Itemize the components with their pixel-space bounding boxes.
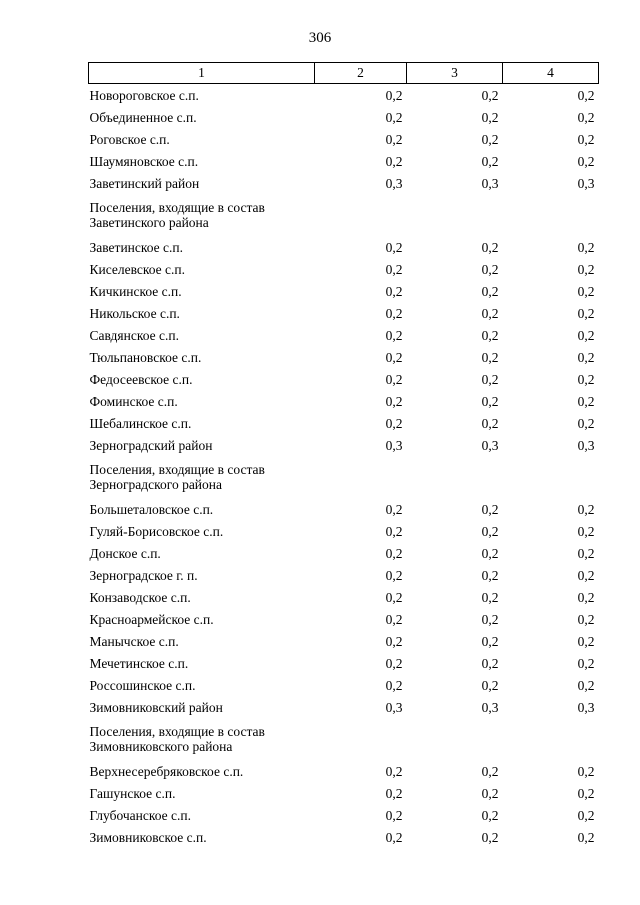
value-cell-col3: 0,2 (481, 239, 499, 255)
settlement-name-cell: Фоминское с.п. (89, 393, 178, 409)
settlement-name-cell: Никольское с.п. (89, 305, 180, 321)
settlement-name-cell: Красноармейское с.п. (89, 611, 214, 627)
table-row (89, 696, 599, 718)
value-cell-col3 (407, 194, 503, 236)
value-cell-col3: 0,2 (481, 589, 499, 605)
table-header (89, 63, 599, 84)
table-row (89, 302, 599, 324)
settlement-name-cell: Гуляй-Борисовское с.п. (89, 523, 224, 539)
value-cell-col4: 0,2 (577, 829, 595, 845)
table-row (89, 608, 599, 630)
settlement-name-cell: Верхнесеребряковское с.п. (89, 763, 244, 779)
value-cell-col2: 0,2 (385, 371, 403, 387)
value-cell-col2: 0,2 (385, 545, 403, 561)
value-cell-col2: 0,2 (385, 655, 403, 671)
settlement-name-cell: Поселения, входящие в состав Заветинского района (89, 200, 265, 230)
value-cell-col3: 0,2 (481, 763, 499, 779)
value-cell-col4 (503, 194, 599, 236)
table-row (89, 258, 599, 280)
value-cell-col2 (315, 718, 407, 760)
value-cell-col4: 0,2 (577, 567, 595, 583)
value-cell-col4: 0,2 (577, 371, 595, 387)
settlement-name-cell: Новороговское с.п. (89, 87, 199, 103)
value-cell-col3: 0,2 (481, 785, 499, 801)
settlement-name-cell: Конзаводское с.п. (89, 589, 191, 605)
table-row (89, 346, 599, 368)
value-cell-col2: 0,2 (385, 807, 403, 823)
value-cell-col4: 0,2 (577, 807, 595, 823)
value-cell-col2: 0,2 (385, 567, 403, 583)
table-row (89, 324, 599, 346)
value-cell-col2: 0,2 (385, 131, 403, 147)
value-cell-col3: 0,3 (481, 437, 499, 453)
value-cell-col2: 0,2 (385, 677, 403, 693)
value-cell-col4: 0,2 (577, 239, 595, 255)
column-header-4: 4 (503, 63, 599, 84)
settlement-name-cell: Гашунское с.п. (89, 785, 176, 801)
table-row (89, 564, 599, 586)
value-cell-col3 (407, 456, 503, 498)
value-cell-col2: 0,3 (385, 699, 403, 715)
value-cell-col3: 0,2 (481, 807, 499, 823)
value-cell-col4: 0,2 (577, 785, 595, 801)
settlement-name-cell: Объединенное с.п. (89, 109, 197, 125)
value-cell-col4: 0,2 (577, 283, 595, 299)
column-header-3: 3 (407, 63, 503, 84)
value-cell-col3: 0,2 (481, 567, 499, 583)
value-cell-col4: 0,2 (577, 545, 595, 561)
value-cell-col2: 0,2 (385, 153, 403, 169)
value-cell-col3: 0,2 (481, 633, 499, 649)
value-cell-col2: 0,2 (385, 327, 403, 343)
table-row (89, 280, 599, 302)
table-row (89, 630, 599, 652)
settlement-name-cell: Зерноградское г. п. (89, 567, 198, 583)
value-cell-col2: 0,2 (385, 785, 403, 801)
value-cell-col3: 0,2 (481, 501, 499, 517)
value-cell-col4: 0,3 (577, 175, 595, 191)
value-cell-col3: 0,2 (481, 371, 499, 387)
value-cell-col4: 0,2 (577, 415, 595, 431)
value-cell-col3: 0,2 (481, 87, 499, 103)
settlement-name-cell: Зерноградский район (89, 437, 213, 453)
value-cell-col2: 0,2 (385, 589, 403, 605)
value-cell-col4: 0,2 (577, 501, 595, 517)
settlement-name-cell: Поселения, входящие в состав Зерноградского района (89, 462, 265, 492)
table-row (89, 150, 599, 172)
table-body (89, 84, 599, 849)
value-cell-col3: 0,2 (481, 131, 499, 147)
settlement-name-cell: Шебалинское с.п. (89, 415, 192, 431)
table-row (89, 782, 599, 804)
value-cell-col4: 0,2 (577, 261, 595, 277)
table-row (89, 586, 599, 608)
value-cell-col3: 0,3 (481, 175, 499, 191)
value-cell-col2: 0,3 (385, 437, 403, 453)
table-row (89, 368, 599, 390)
value-cell-col4: 0,2 (577, 131, 595, 147)
value-cell-col2: 0,2 (385, 305, 403, 321)
value-cell-col2 (315, 456, 407, 498)
settlement-name-cell: Заветинский район (89, 175, 200, 191)
settlement-name-cell: Большеталовское с.п. (89, 501, 214, 517)
table-row (89, 390, 599, 412)
value-cell-col3: 0,2 (481, 393, 499, 409)
table-row (89, 498, 599, 520)
value-cell-col3: 0,2 (481, 153, 499, 169)
value-cell-col3: 0,2 (481, 283, 499, 299)
table-row (89, 194, 599, 236)
value-cell-col3: 0,2 (481, 415, 499, 431)
value-cell-col2: 0,2 (385, 283, 403, 299)
value-cell-col4: 0,2 (577, 655, 595, 671)
value-cell-col3: 0,2 (481, 305, 499, 321)
value-cell-col2: 0,2 (385, 763, 403, 779)
value-cell-col4: 0,3 (577, 699, 595, 715)
table-row (89, 434, 599, 456)
table-row (89, 542, 599, 564)
column-header-2: 2 (315, 63, 407, 84)
value-cell-col4: 0,2 (577, 763, 595, 779)
table-row (89, 236, 599, 258)
value-cell-col3: 0,2 (481, 349, 499, 365)
value-cell-col3: 0,3 (481, 699, 499, 715)
settlement-name-cell: Поселения, входящие в состав Зимовниковского района (89, 724, 265, 754)
value-cell-col4: 0,2 (577, 589, 595, 605)
settlement-name-cell: Заветинское с.п. (89, 239, 184, 255)
table-row (89, 652, 599, 674)
value-cell-col3: 0,2 (481, 327, 499, 343)
table-row (89, 106, 599, 128)
value-cell-col4: 0,2 (577, 153, 595, 169)
value-cell-col4: 0,2 (577, 611, 595, 627)
table-row (89, 674, 599, 696)
value-cell-col3: 0,2 (481, 829, 499, 845)
value-cell-col3: 0,2 (481, 545, 499, 561)
value-cell-col2: 0,2 (385, 501, 403, 517)
value-cell-col2: 0,2 (385, 415, 403, 431)
data-table (88, 62, 599, 848)
table-row (89, 456, 599, 498)
settlement-name-cell: Россошинское с.п. (89, 677, 196, 693)
value-cell-col3 (407, 718, 503, 760)
value-cell-col2: 0,3 (385, 175, 403, 191)
settlement-name-cell: Тюльпановское с.п. (89, 349, 202, 365)
table-row (89, 804, 599, 826)
settlement-name-cell: Зимовниковский район (89, 699, 223, 715)
table-header-row (89, 63, 599, 84)
value-cell-col4: 0,2 (577, 633, 595, 649)
value-cell-col3: 0,2 (481, 677, 499, 693)
value-cell-col2: 0,2 (385, 633, 403, 649)
value-cell-col2: 0,2 (385, 611, 403, 627)
value-cell-col2: 0,2 (385, 261, 403, 277)
settlement-name-cell: Шаумяновское с.п. (89, 153, 199, 169)
table-row (89, 760, 599, 782)
value-cell-col4: 0,2 (577, 327, 595, 343)
page-number: 306 (308, 30, 332, 46)
value-cell-col4: 0,2 (577, 677, 595, 693)
value-cell-col4 (503, 718, 599, 760)
value-cell-col4: 0,3 (577, 437, 595, 453)
value-cell-col4: 0,2 (577, 109, 595, 125)
value-cell-col3: 0,2 (481, 655, 499, 671)
value-cell-col4: 0,2 (577, 87, 595, 103)
table-row (89, 84, 599, 107)
value-cell-col4: 0,2 (577, 393, 595, 409)
value-cell-col2: 0,2 (385, 87, 403, 103)
table-row (89, 520, 599, 542)
settlement-name-cell: Донское с.п. (89, 545, 161, 561)
table-row (89, 172, 599, 194)
settlement-name-cell: Глубочанское с.п. (89, 807, 191, 823)
settlement-name-cell: Савдянское с.п. (89, 327, 179, 343)
value-cell-col3: 0,2 (481, 109, 499, 125)
table-row (89, 826, 599, 848)
settlement-name-cell: Федосеевское с.п. (89, 371, 193, 387)
value-cell-col4: 0,2 (577, 523, 595, 539)
settlement-name-cell: Мечетинское с.п. (89, 655, 189, 671)
value-cell-col3: 0,2 (481, 611, 499, 627)
value-cell-col3: 0,2 (481, 523, 499, 539)
settlement-name-cell: Зимовниковское с.п. (89, 829, 207, 845)
value-cell-col3: 0,2 (481, 261, 499, 277)
table-row (89, 718, 599, 760)
value-cell-col4: 0,2 (577, 305, 595, 321)
value-cell-col2 (315, 194, 407, 236)
value-cell-col4 (503, 456, 599, 498)
settlement-name-cell: Киселевское с.п. (89, 261, 186, 277)
value-cell-col2: 0,2 (385, 393, 403, 409)
column-header-1: 1 (89, 63, 315, 84)
value-cell-col2: 0,2 (385, 829, 403, 845)
value-cell-col2: 0,2 (385, 239, 403, 255)
value-cell-col2: 0,2 (385, 109, 403, 125)
table-row (89, 128, 599, 150)
settlement-name-cell: Роговское с.п. (89, 131, 170, 147)
value-cell-col2: 0,2 (385, 349, 403, 365)
value-cell-col4: 0,2 (577, 349, 595, 365)
table-row (89, 412, 599, 434)
value-cell-col2: 0,2 (385, 523, 403, 539)
settlement-name-cell: Манычское с.п. (89, 633, 179, 649)
settlement-name-cell: Кичкинское с.п. (89, 283, 182, 299)
